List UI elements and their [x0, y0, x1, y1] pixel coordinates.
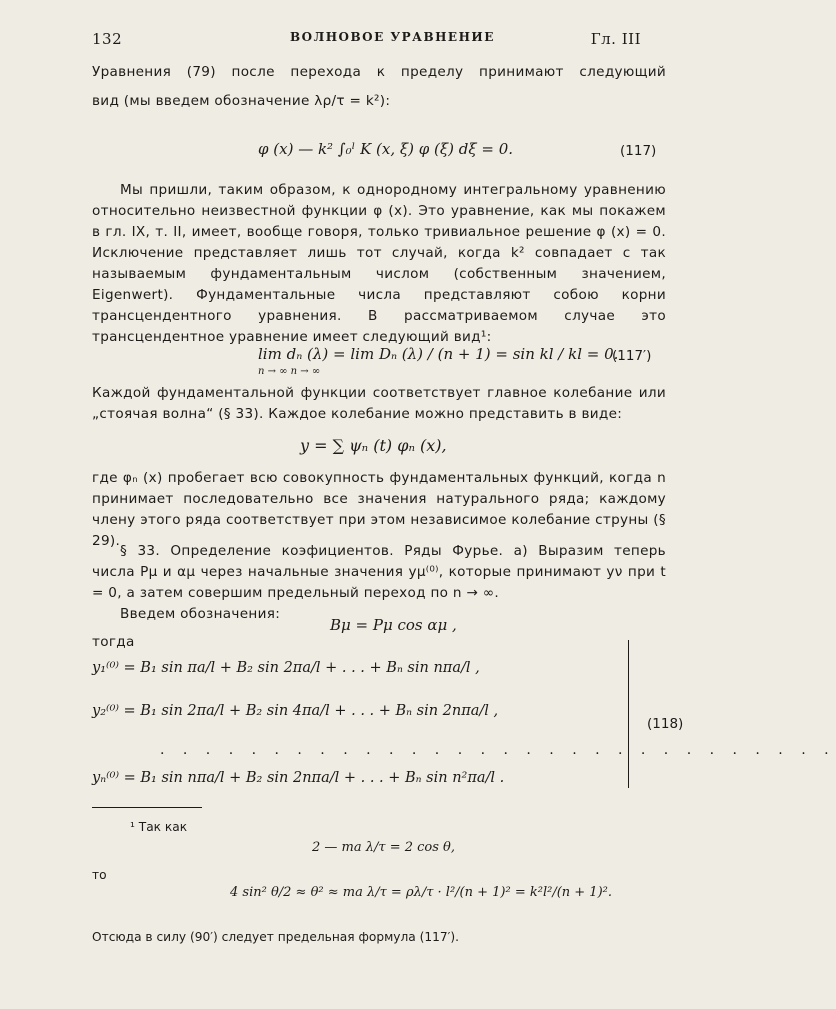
paragraph-text: Мы пришли, таким образом, к однородному интегральному уравнению относительно неизвестной функции φ (x). Это уравнение, как мы покажем в гл. IX, т. II, имеет, вообще говоря, только тривиальное решение φ (x) = 0. Исключение представляет лишь тот случай, когда k² совпадает с так называемым фундаментальным числом (собственным значением, Eigenwert). Фундаментальные числа представляют собою корни трансцендентного уравнения. В рассматриваемом случае это трансцендентное уравнение имеет следующий вид¹: [92, 182, 666, 345]
paragraph-text: § 33. Определение коэфициентов. Ряды Фурье. а) Выразим теперь числа Pμ и αμ через начальные значения yμ⁽⁰⁾, которые принимают yν при t = 0, а затем совершим предельный переход по n → ∞. [92, 543, 666, 601]
equation-117: φ (x) — k² ∫₀ˡ K (x, ξ) φ (ξ) dξ = 0. [258, 140, 514, 158]
equation-118-number: (118) [647, 716, 684, 732]
footnote-conclusion: Отсюда в силу (90′) следует предельная формула (117′). [92, 930, 460, 944]
footnote-equation-2: 4 sin² θ/2 ≈ θ² ≈ ma λ/τ = ρλ/τ · l²/(n + 1)² = k²l²/(n + 1)². [230, 885, 612, 900]
footnote-marker: ¹ Так как [130, 820, 188, 834]
footnote-rule [92, 807, 202, 808]
footnote-equation-1: 2 — ma λ/τ = 2 cos θ, [312, 840, 455, 855]
equation-sum: y = ∑ ψₙ (t) φₙ (x), [300, 436, 447, 455]
system-118-line-2: y₂⁽⁰⁾ = B₁ sin 2πa/l + B₂ sin 4πa/l + . . . + Bₙ sin 2nπa/l , [92, 703, 499, 719]
paragraph-fundamental-functions [92, 468, 666, 552]
equation-117-prime-number: (117′) [612, 348, 652, 364]
paragraph-integral-equation [92, 180, 666, 348]
limit-subscripts: n → ∞ n → ∞ [258, 366, 321, 377]
equation-117-number: (117) [620, 143, 657, 159]
intro-line-1: Уравнения (79) после перехода к пределу принимают следующий [92, 64, 666, 80]
page-number: 132 [92, 30, 123, 48]
intro-line-2: вид (мы введем обозначение λρ/τ = k²): [92, 93, 391, 109]
paragraph-text: где φₙ (x) пробегает всю совокупность фундаментальных функций, когда n принимает последовательно все значения натурального ряда; каждому члену этого ряда соответствует при этом независимое колебание струны (§ 29). [92, 470, 666, 549]
notation-intro: Введем обозначения: [120, 606, 281, 622]
paragraph-text: Каждой фундаментальной функции соответствует главное колебание или „стоячая волна“ (§ 33). Каждое колебание можно представить в виде: [92, 385, 666, 422]
togda-label: тогда [92, 634, 135, 650]
paragraph-section-33 [92, 541, 666, 625]
running-title: ВОЛНОВОЕ УРАВНЕНИЕ [290, 30, 495, 44]
paragraph-standing-wave [92, 383, 666, 425]
footnote-to: то [92, 868, 107, 882]
system-118-line-3: yₙ⁽⁰⁾ = B₁ sin nπa/l + B₂ sin 2nπa/l + . . . + Bₙ sin n²πa/l . [92, 770, 505, 786]
paragraph-intro [92, 62, 666, 112]
equation-B: Bμ = Pμ cos αμ , [330, 616, 457, 634]
equation-117-prime: lim dₙ (λ) = lim Dₙ (λ) / (n + 1) = sin kl / kl = 0. [258, 345, 619, 363]
system-118-dots: . . . . . . . . . . . . . . . . . . . . . . . . . . . . . . [160, 742, 836, 758]
chapter-label: Гл. III [590, 30, 641, 48]
system-118-line-1: y₁⁽⁰⁾ = B₁ sin πa/l + B₂ sin 2πa/l + . . . + Bₙ sin nπa/l , [92, 660, 480, 676]
system-brace [618, 640, 629, 788]
